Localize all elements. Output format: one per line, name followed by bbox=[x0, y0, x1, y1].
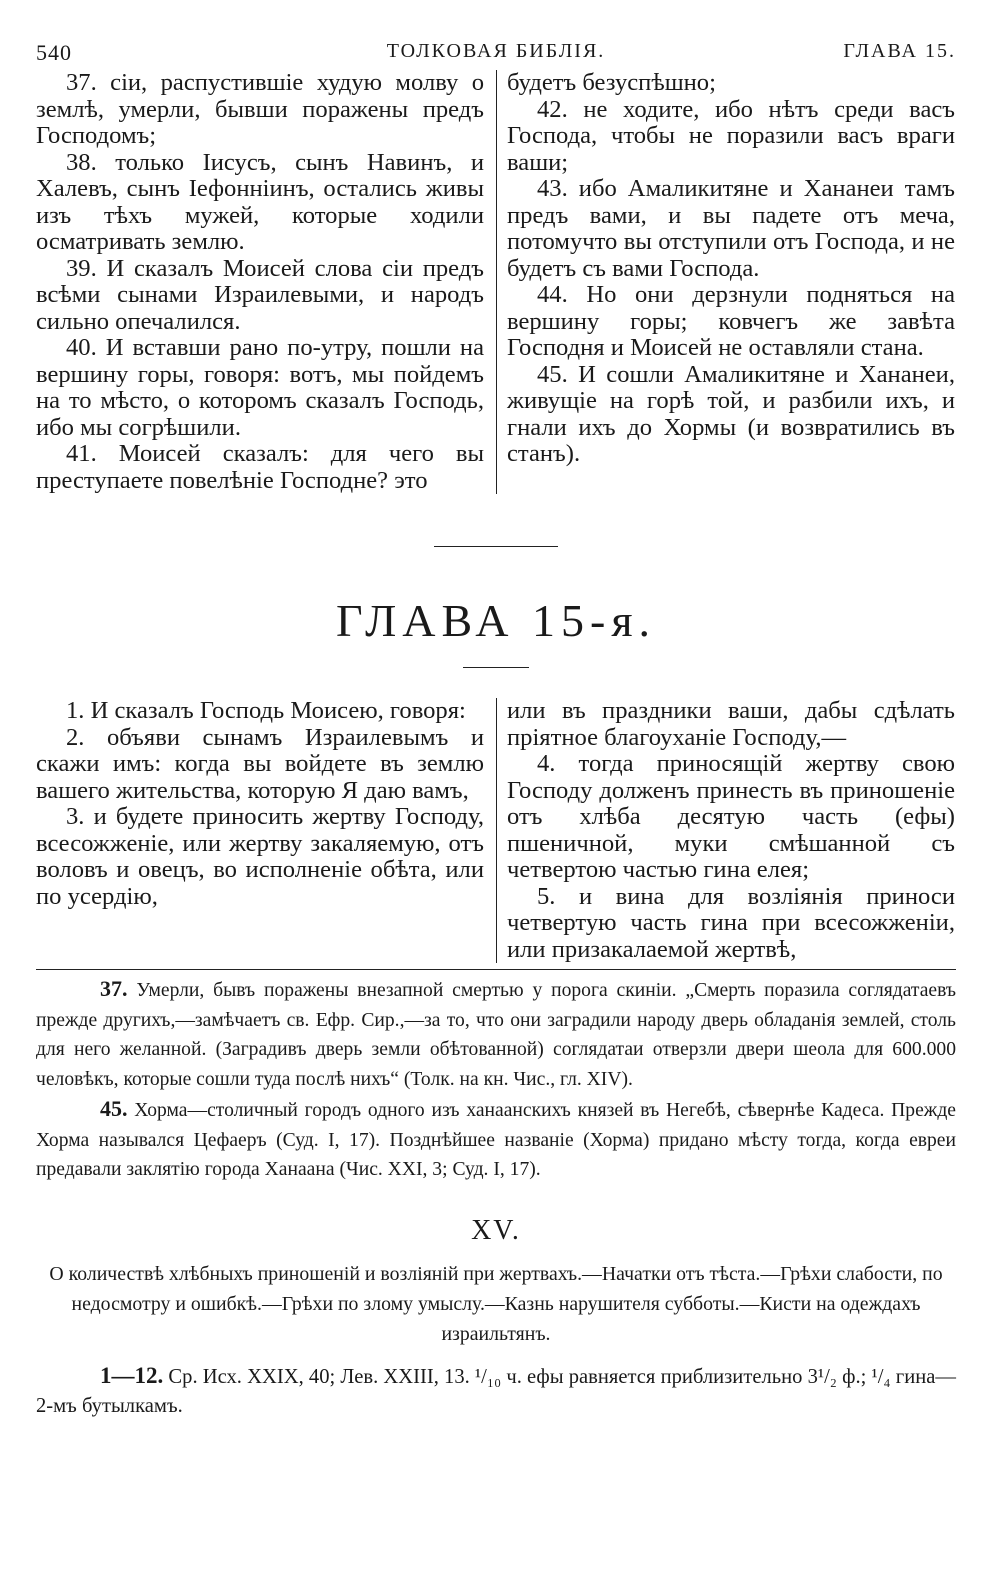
right-column bbox=[497, 70, 955, 494]
verse-4: 4. тогда приносящій жертву свою Господу долженъ принесть въ приношеніе отъ хлѣба десятую часть (ефы) пшеничной, муки смѣшанной съ четвертою частью гина елея; bbox=[507, 750, 955, 883]
page-number: 540 bbox=[36, 40, 72, 65]
section-divider-bottom bbox=[463, 667, 529, 668]
note-number: 37. bbox=[100, 976, 128, 1001]
commentary-ref: 1—12. bbox=[100, 1362, 164, 1388]
right-column bbox=[497, 698, 955, 963]
running-header bbox=[36, 30, 956, 64]
left-column bbox=[36, 698, 497, 963]
chapter-heading: ГЛАВА 15-я. bbox=[335, 595, 657, 646]
verse-43: 43. ибо Амаликитяне и Хананеи тамъ предъ вами, и вы падете отъ меча, потомучто вы отступили отъ Господа, и не будетъ съ вами Господа. bbox=[507, 175, 955, 282]
verse-2: 2. объяви сынамъ Израилевымъ и скажи имъ: когда вы войдете въ землю вашего жительства, которую Я даю вамъ, bbox=[36, 723, 484, 804]
note-37 bbox=[36, 974, 956, 1094]
verse-3-continuation: или въ праздники ваши, дабы сдѣлать пріятное благоуханіе Господу,— bbox=[507, 697, 955, 751]
verse-38: 38. только Іисусъ, сынъ Навинъ, и Халевъ, сынъ Іефонніинъ, остались живы изъ тѣхъ мужей, которые ходили осматривать землю. bbox=[36, 148, 484, 255]
verse-40: 40. И вставши рано по-утру, пошли на вершину горы, говоря: вотъ, мы пойдемъ на то мѣсто, о которомъ сказалъ Господь, ибо мы согрѣшили. bbox=[36, 334, 484, 441]
commentary-1-12 bbox=[36, 1361, 956, 1421]
section-divider-top bbox=[434, 546, 558, 547]
chapter-15-verse-columns bbox=[36, 698, 956, 963]
left-column bbox=[36, 70, 497, 494]
book-title: ТОЛКОВАЯ БИБЛІЯ. bbox=[386, 40, 606, 62]
verse-41-continuation: будетъ безуспѣшно; bbox=[507, 69, 716, 96]
verse-5: 5. и вина для возліянія приноси четвертую часть гина при всесожженіи, или призакалаемой жертвѣ, bbox=[507, 882, 955, 963]
running-chapter: ГЛАВА 15. bbox=[843, 40, 956, 62]
verse-3: 3. и будете приносить жертву Господу, всесожженіе, или жертву закаляемую, отъ воловъ и овецъ, во исполненіе обѣта, или по усердію, bbox=[36, 803, 484, 910]
footnotes-divider bbox=[36, 969, 956, 970]
book-page bbox=[36, 30, 956, 1421]
verse-42: 42. не ходите, ибо нѣтъ среди васъ Господа, чтобы не поразили васъ враги ваши; bbox=[507, 95, 955, 176]
section-summary: О количествѣ хлѣбныхъ приношеній и возліяній при жертвахъ.—Начатки отъ тѣста.—Грѣхи слабости, по недосмотру и ошибкѣ.—Грѣхи по злому умыслу.—Казнь нарушителя субботы.—Кисти на одеждахъ израильтянъ. bbox=[49, 1262, 943, 1345]
note-text: Хорма—столичный городъ одного изъ ханаанскихъ князей въ Негебѣ, сѣвернѣе Кадеса. Прежде Хорма назывался Цефаеръ (Суд. I, 17). Позднѣйшее названіе (Хорма) придано мѣсту тогда, когда евреи предавали заклятію города Ханаана (Чис. XXI, 3; Суд. I, 17). bbox=[36, 1100, 956, 1180]
verse-1: 1. И сказалъ Господь Моисею, говоря: bbox=[66, 697, 466, 724]
verse-39: 39. И сказалъ Моисей слова сіи предъ всѣми сынами Израилевыми, и народъ сильно опечалился. bbox=[36, 254, 484, 335]
section-numeral: XV. bbox=[471, 1214, 521, 1246]
top-verse-columns bbox=[36, 70, 956, 494]
commentary-text: Ср. Исх. XXIX, 40; Лев. XXIII, 13. ¹/₁₀ ч. ефы равняется приблизительно 3¹/₂ ф.; ¹/₄ гина—2-мъ бутылкамъ. bbox=[36, 1365, 956, 1417]
note-45 bbox=[36, 1094, 956, 1185]
verse-41: 41. Моисей сказалъ: для чего вы преступаете повелѣніе Господне? это bbox=[36, 440, 484, 494]
verse-44: 44. Но они дерзнули подняться на вершину горы; ковчегъ же завѣта Господня и Моисей не оставляли стана. bbox=[507, 281, 955, 361]
note-number: 45. bbox=[100, 1096, 128, 1121]
note-text: Умерли, бывъ поражены внезапной смертью у порога скиніи. „Смерть поразила соглядатаевъ прежде другихъ,—замѣчаетъ св. Ефр. Сир.,—за то, что они заградили народу дверь обладанія землей, столь для него желанной. (Заградивъ дверь земли обѣтованной) соглядатаи отверзли двери шеола для 600.000 человѣкъ, которые сошли туда послѣ нихъ“ (Толк. на кн. Чис., гл. XIV). bbox=[36, 980, 956, 1090]
verse-37: 37. сіи, распустившіе худую молву о землѣ, умерли, бывши поражены предъ Господомъ; bbox=[36, 69, 484, 149]
verse-45: 45. И сошли Амаликитяне и Хананеи, живущіе на горѣ той, и разбили ихъ, и гнали ихъ до Хормы (и возвратились въ станъ). bbox=[507, 360, 955, 467]
